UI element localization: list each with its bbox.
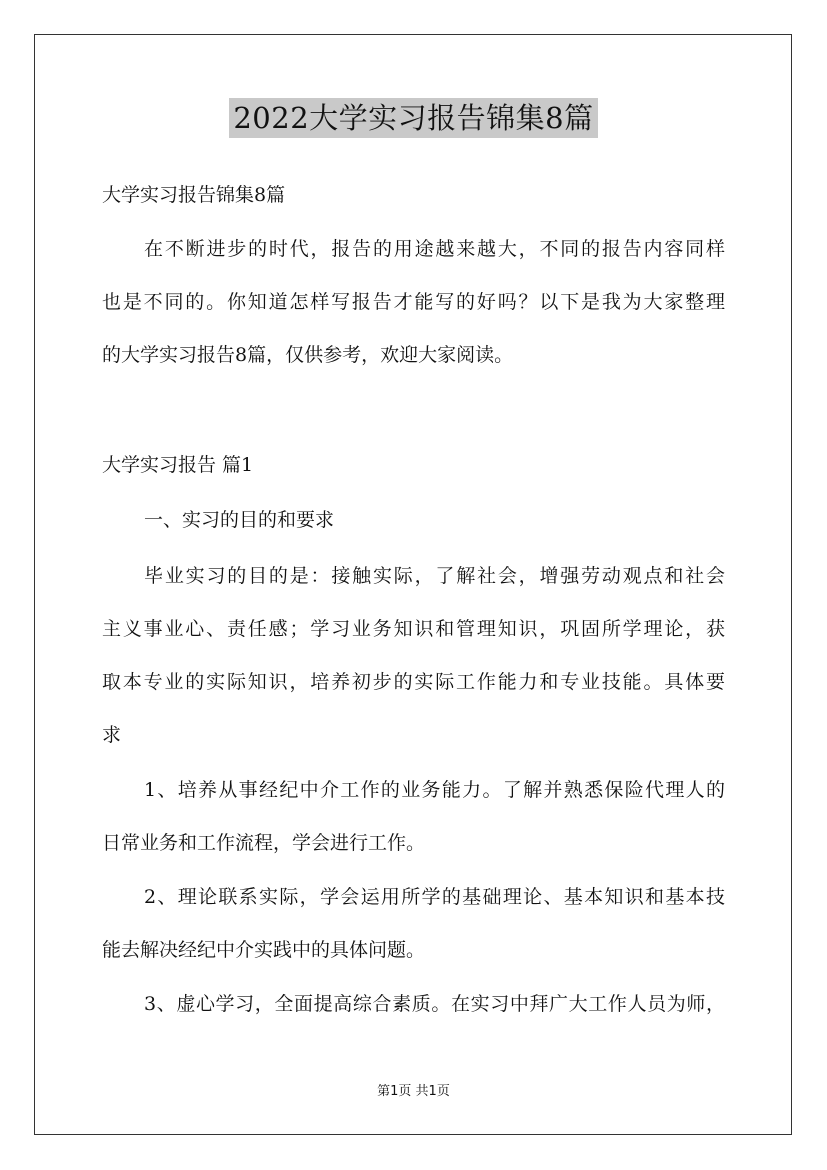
item1-line-1: 1、培养从事经纪中介工作的业务能力。了解并熟悉保险代理人的	[144, 779, 725, 801]
purpose-line-3: 取本专业的实际知识，培养初步的实际工作能力和专业技能。具体要	[102, 671, 725, 693]
section-heading: 大学实习报告 篇1	[102, 454, 254, 476]
item2-line-2: 能去解决经纪中介实践中的具体问题。	[102, 939, 426, 961]
purpose-line-4: 求	[102, 724, 122, 746]
subheading: 一、实习的目的和要求	[144, 509, 335, 531]
intro-line-2: 也是不同的。你知道怎样写报告才能写的好吗？以下是我为大家整理	[102, 291, 725, 313]
purpose-line-2: 主义事业心、责任感；学习业务知识和管理知识，巩固所学理论，获	[102, 618, 725, 640]
purpose-line-1: 毕业实习的目的是：接触实际，了解社会，增强劳动观点和社会	[144, 565, 725, 587]
document-title: 2022大学实习报告锦集8篇	[229, 98, 597, 138]
document-subtitle: 大学实习报告锦集8篇	[102, 184, 286, 206]
page-footer: 第1页 共1页	[377, 1084, 450, 1099]
intro-line-1: 在不断进步的时代，报告的用途越来越大，不同的报告内容同样	[144, 238, 725, 260]
title-container	[0, 98, 827, 138]
intro-line-3: 的大学实习报告8篇，仅供参考，欢迎大家阅读。	[102, 344, 514, 366]
item1-line-2: 日常业务和工作流程，学会进行工作。	[102, 832, 426, 854]
item2-line-1: 2、理论联系实际，学会运用所学的基础理论、基本知识和基本技	[144, 886, 725, 908]
item3-line-1: 3、虚心学习，全面提高综合素质。在实习中拜广大工作人员为师，	[144, 993, 725, 1015]
